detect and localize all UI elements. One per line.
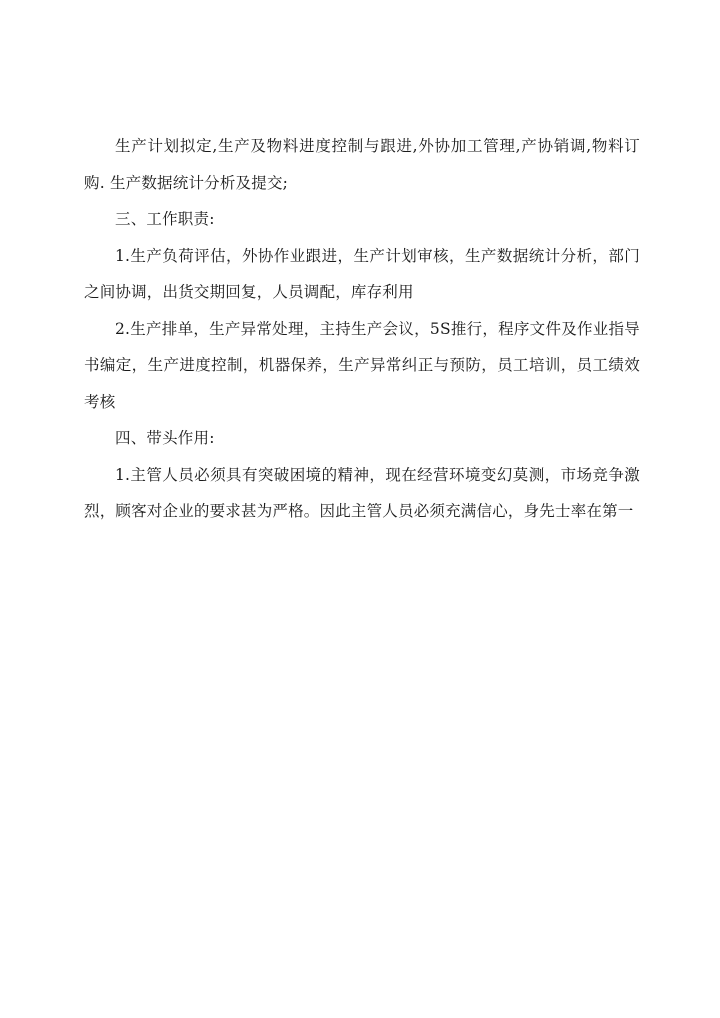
paragraph-duty-2: 2.生产排单，生产异常处理，主持生产会议，5S推行，程序文件及作业指导书编定，生产进度控制，机器保养，生产异常纠正与预防，员工培训，员工绩效考核	[84, 319, 640, 411]
paragraph-leading-role-1: 1.主管人员必须具有突破困境的精神，现在经营环境变幻莫测，市场竞争激烈，顾客对企业的要求甚为严格。因此主管人员必须充满信心，身先士率在第一	[84, 465, 640, 520]
document-body	[84, 128, 640, 530]
section-heading-job-duties: 三、工作职责:	[115, 210, 215, 228]
paragraph-responsibilities-summary: 生产计划拟定,生产及物料进度控制与跟进,外协加工管理,产协销调,物料订购. 生产数据统计分析及提交;	[84, 137, 640, 192]
paragraph-duty-1: 1.生产负荷评估，外协作业跟进，生产计划审核，生产数据统计分析，部门之间协调，出货交期回复，人员调配，库存利用	[84, 246, 640, 301]
section-heading-leading-role: 四、带头作用:	[115, 429, 215, 447]
